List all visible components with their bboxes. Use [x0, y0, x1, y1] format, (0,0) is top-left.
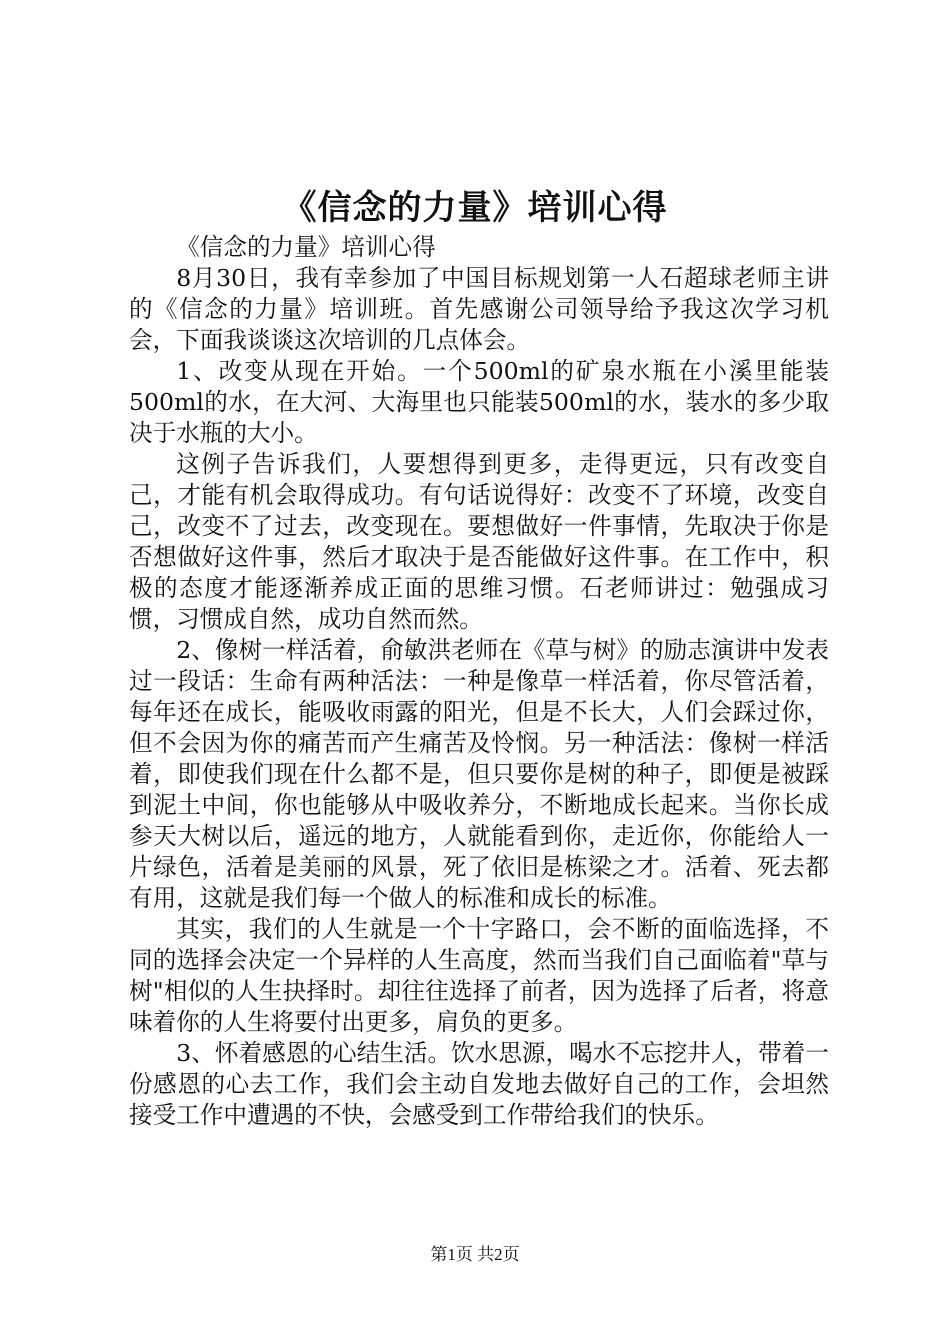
document-title: 《信念的力量》培训心得	[282, 188, 668, 228]
paragraph-intro: 8月30日，我有幸参加了中国目标规划第一人石超球老师主讲的《信念的力量》培训班。首先感谢公司领导给予我这次学习机会，下面我谈谈这次培训的几点体会。	[129, 264, 829, 354]
paragraph-point-2: 2、像树一样活着，俞敏洪老师在《草与树》的励志演讲中发表过一段话：生命有两种活法：一种是像草一样活着，你尽管活着，每年还在成长，能吸收雨露的阳光，但是不长大，人们会踩过你，但不会因为你的痛苦而产生痛苦及怜悯。另一种活法：像树一样活着，即使我们现在什么都不是，但只要你是树的种子，即便是被踩到泥土中间，你也能够从中吸收养分，不断地成长起来。当你长成参天大树以后，遥远的地方，人就能看到你，走近你，你能给人一片绿色，活着是美丽的风景，死了依旧是栋梁之才。活着、死去都有用，这就是我们每一个做人的标准和成长的标准。	[129, 636, 829, 912]
page-number-footer: 第1页 共2页	[430, 1245, 520, 1264]
paragraph-subtitle: 《信念的力量》培训心得	[176, 233, 436, 261]
document-body	[129, 232, 829, 1131]
paragraph-point-2-reflection: 其实，我们的人生就是一个十字路口，会不断的面临选择，不同的选择会决定一个异样的人生高度，然而当我们自己面临着"草与树"相似的人生抉择时。却往往选择了前者，因为选择了后者，将意味着你的人生将要付出更多，肩负的更多。	[129, 915, 829, 1036]
paragraph-point-3: 3、怀着感恩的心结生活。饮水思源，喝水不忘挖井人，带着一份感恩的心去工作，我们会主动自发地去做好自己的工作，会坦然接受工作中遭遇的不快，会感受到工作带给我们的快乐。	[129, 1039, 829, 1129]
paragraph-point-1-explanation: 这例子告诉我们，人要想得到更多，走得更远，只有改变自己，才能有机会取得成功。有句话说得好：改变不了环境，改变自己，改变不了过去，改变现在。要想做好一件事情，先取决于你是否想做好这件事，然后才取决于是否能做好这件事。在工作中，积极的态度才能逐渐养成正面的思维习惯。石老师讲过：勉强成习惯，习惯成自然，成功自然而然。	[129, 450, 829, 633]
paragraph-point-1: 1、改变从现在开始。一个500ml的矿泉水瓶在小溪里能装500ml的水，在大河、大海里也只能装500ml的水，装水的多少取决于水瓶的大小。	[129, 357, 829, 447]
